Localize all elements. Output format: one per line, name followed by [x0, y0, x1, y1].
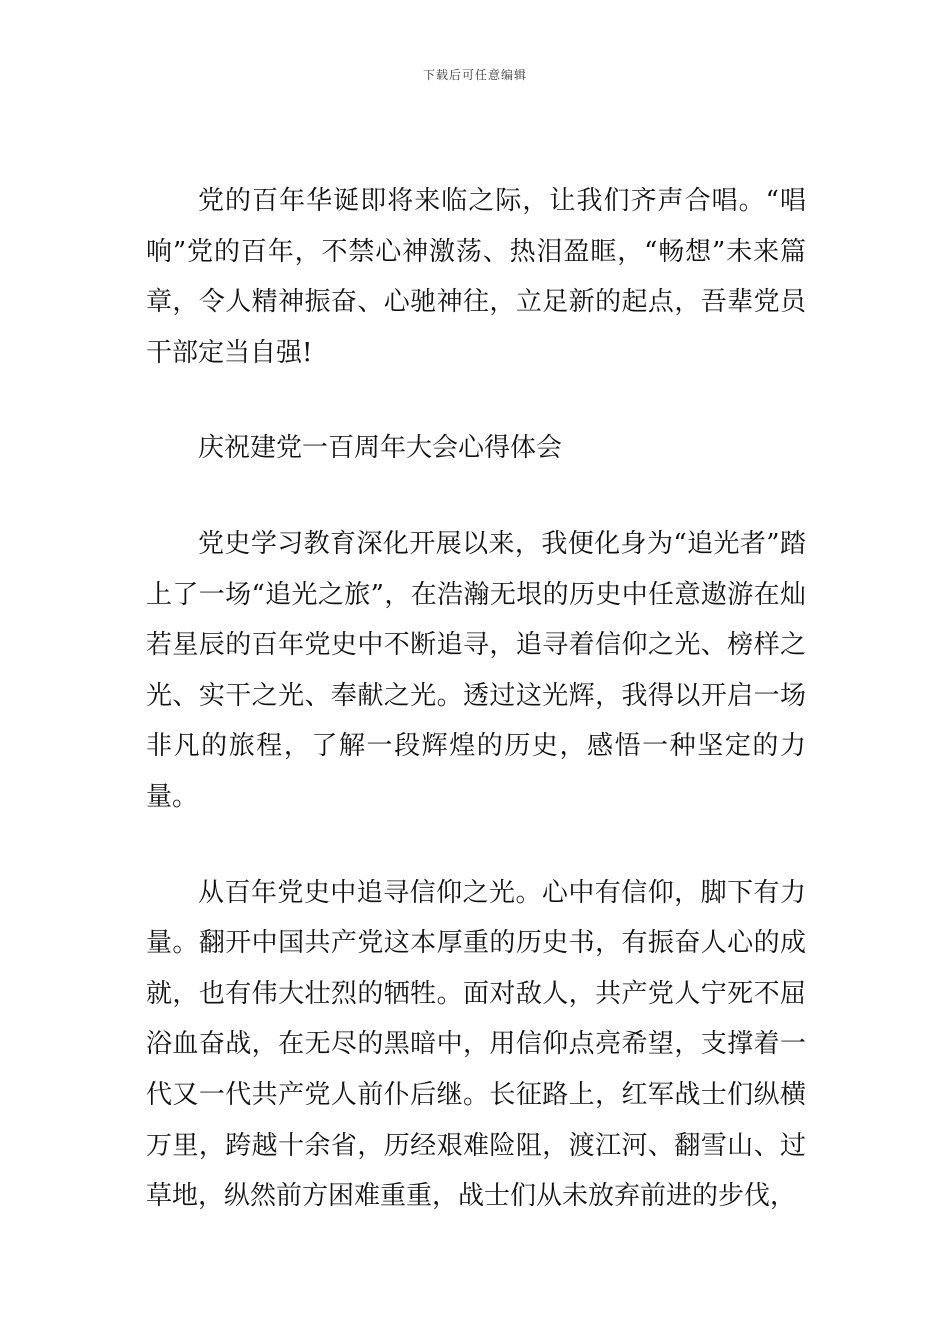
paragraph-spacer [146, 474, 806, 519]
paragraph-journey: 党史学习教育深化开展以来，我便化身为“追光者”踏上了一场“追光之旅”，在浩瀚无垠的历史中任意遨游在灿若星辰的百年党史中不断追寻，追寻着信仰之光、榜样之光、实干之光、奉献之光。透过这光辉，我得以开启一场非凡的旅程，了解一段辉煌的历史，感悟一种坚定的力量。 [146, 528, 806, 812]
paragraph-spacer [146, 823, 806, 868]
paragraph-intro: 党的百年华诞即将来临之际，让我们齐声合唱。“唱响”党的百年，不禁心神激荡、热泪盈眶，“畅想”未来篇章，令人精神振奋、心驰神往，立足新的起点，吾辈党员干部定当自强! [146, 186, 806, 368]
header-note: 下载后可任意编辑 [422, 68, 527, 82]
document-title: 庆祝建党一百周年大会心得体会 [198, 433, 563, 464]
paragraph-spacer [146, 378, 806, 423]
document-body [146, 176, 806, 1222]
paragraph-faith: 从百年党史中追寻信仰之光。心中有信仰，脚下有力量。翻开中国共产党这本厚重的历史书，有振奋人心的成就，也有伟大壮烈的牺牲。面对敌人，共产党人宁死不屈浴血奋战，在无尽的黑暗中，用信仰点亮希望，支撑着一代又一代共产党人前仆后继。长征路上，红军战士们纵横万里，跨越十余省，历经艰难险阻，渡江河、翻雪山、过草地，纵然前方困难重重，战士们从未放弃前进的步伐， [146, 877, 806, 1212]
